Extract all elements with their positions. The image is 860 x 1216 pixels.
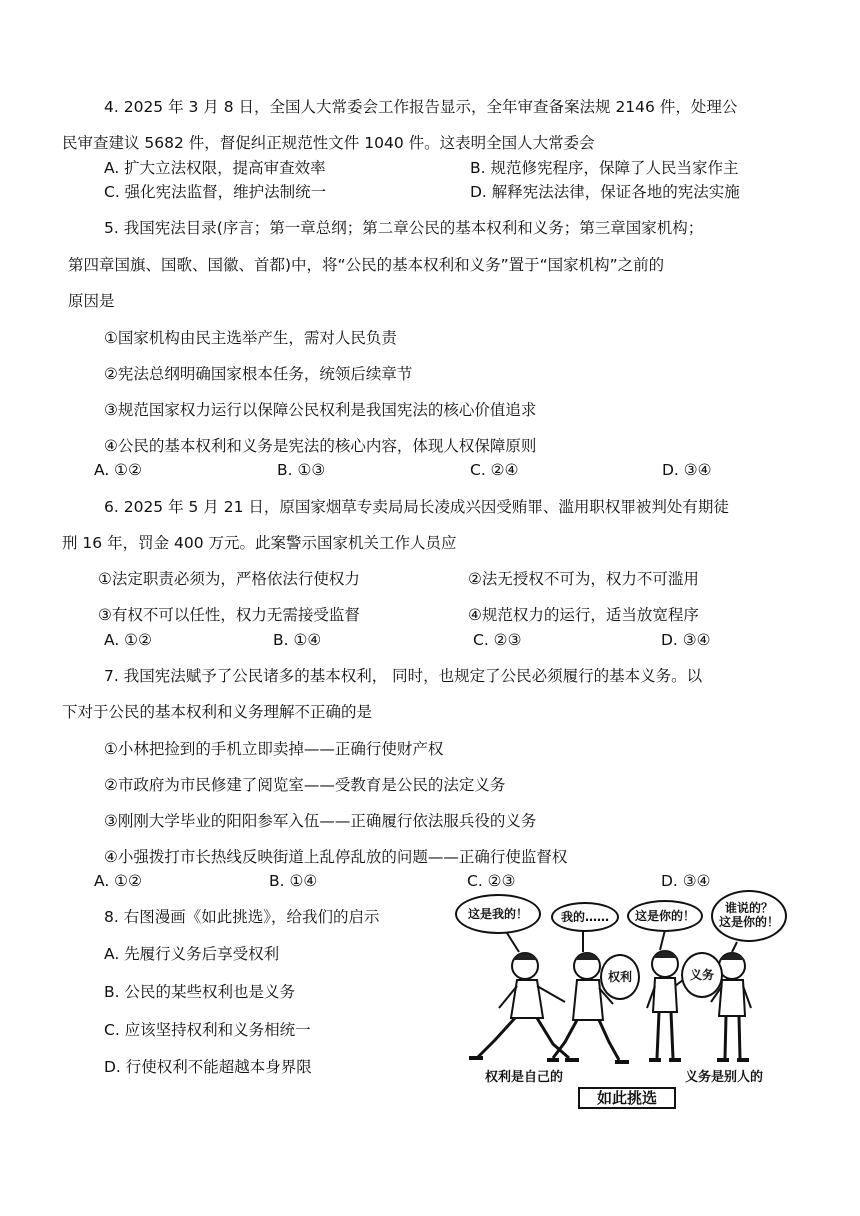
q5-option-c: C. ②④ <box>470 461 519 479</box>
q6-statement-2: ②法无授权不可为，权力不可滥用 <box>468 570 699 588</box>
q7-option-c: C. ②③ <box>467 872 516 890</box>
q8-option-c: C. 应该坚持权利和义务相统一 <box>104 1021 311 1039</box>
q4-stem-line2: 民审查建议 5682 件，督促纠正规范性文件 1040 件。这表明全国人大常委会 <box>62 134 595 152</box>
speech-bubble-3: 这是你的！ <box>627 900 703 932</box>
duty-ball: 义务 <box>681 952 723 998</box>
speech-bubble-1: 这是我的！ <box>455 894 541 934</box>
speech-bubble-2: 我的…… <box>551 902 619 932</box>
q8-option-b: B. 公民的某些权利也是义务 <box>104 983 295 1001</box>
q4-option-b: B. 规范修宪程序，保障了人民当家作主 <box>470 159 739 177</box>
q5-statement-4: ④公民的基本权利和义务是宪法的核心内容，体现人权保障原则 <box>104 437 537 455</box>
q6-option-c: C. ②③ <box>473 631 522 649</box>
q5-option-a: A. ①② <box>94 461 142 479</box>
speech-bubble-4 <box>711 890 787 942</box>
q4-option-a: A. 扩大立法权限，提高审查效率 <box>104 159 326 177</box>
q6-statement-3: ③有权不可以任性，权力无需接受监督 <box>98 606 360 624</box>
q5-stem-line2: 第四章国旗、国歌、国徽、首都)中，将“公民的基本权利和义务”置于“国家机构”之前的 <box>68 256 665 274</box>
rights-ball: 权利 <box>600 954 640 1000</box>
q7-option-d: D. ③④ <box>661 872 711 890</box>
q6-option-b: B. ①④ <box>273 631 322 649</box>
q7-option-a: A. ①② <box>94 872 142 890</box>
q6-stem-line1: 6. 2025 年 5 月 21 日，原国家烟草专卖局局长凌成兴因受贿罪、滥用职权罪被判处有期徒 <box>104 498 729 516</box>
q8-stem-line1: 8. 右图漫画《如此挑选》，给我们的启示 <box>104 908 380 926</box>
cartoon-illustration <box>455 890 800 1110</box>
q5-statement-2: ②宪法总纲明确国家根本任务，统领后续章节 <box>104 365 413 383</box>
q5-option-d: D. ③④ <box>662 461 712 479</box>
q7-statement-4: ④小强拨打市长热线反映街道上乱停乱放的问题——正确行使监督权 <box>104 848 568 866</box>
q8-option-a: A. 先履行义务后享受权利 <box>104 945 280 963</box>
q6-statement-4: ④规范权力的运行，适当放宽程序 <box>468 606 699 624</box>
q6-option-d: D. ③④ <box>661 631 711 649</box>
q7-statement-2: ②市政府为市民修建了阅览室——受教育是公民的法定义务 <box>104 776 506 794</box>
q6-statement-1: ①法定职责必须为，严格依法行使权力 <box>98 570 360 588</box>
q8-option-d: D. 行使权利不能超越本身界限 <box>104 1058 312 1076</box>
q5-option-b: B. ①③ <box>277 461 326 479</box>
q5-statement-3: ③规范国家权力运行以保障公民权利是我国宪法的核心价值追求 <box>104 401 537 419</box>
q4-stem-line1: 4. 2025 年 3 月 8 日，全国人大常委会工作报告显示，全年审查备案法规 2146 件，处理公 <box>104 98 738 116</box>
q7-stem-line1: 7. 我国宪法赋予了公民诸多的基本权利， 同时，也规定了公民必须履行的基本义务。以 <box>104 667 703 685</box>
caption-left: 权利是自己的 <box>485 1070 564 1085</box>
q5-stem-line1: 5. 我国宪法目录(序言；第一章总纲；第二章公民的基本权利和义务；第三章国家机构； <box>104 219 704 237</box>
q6-option-a: A. ①② <box>104 631 152 649</box>
speech-bubble-4-line1: 谁说的？ <box>724 901 773 915</box>
q7-statement-3: ③刚刚大学毕业的阳阳参军入伍——正确履行依法服兵役的义务 <box>104 812 537 830</box>
q5-stem-line3: 原因是 <box>68 292 115 310</box>
q5-statement-1: ①国家机构由民主选举产生，需对人民负责 <box>104 329 397 347</box>
q7-stem-line2: 下对于公民的基本权利和义务理解不正确的是 <box>62 703 373 721</box>
q4-option-d: D. 解释宪法法律，保证各地的宪法实施 <box>470 183 740 201</box>
speech-bubble-4-line2: 这是你的！ <box>718 915 779 929</box>
caption-right: 义务是别人的 <box>685 1070 764 1085</box>
q6-stem-line2: 刑 16 年，罚金 400 万元。此案警示国家机关工作人员应 <box>62 534 457 552</box>
cartoon-title: 如此挑选 <box>578 1087 676 1109</box>
q7-option-b: B. ①④ <box>269 872 318 890</box>
q7-statement-1: ①小林把捡到的手机立即卖掉——正确行使财产权 <box>104 740 444 758</box>
q4-option-c: C. 强化宪法监督，维护法制统一 <box>104 183 327 201</box>
